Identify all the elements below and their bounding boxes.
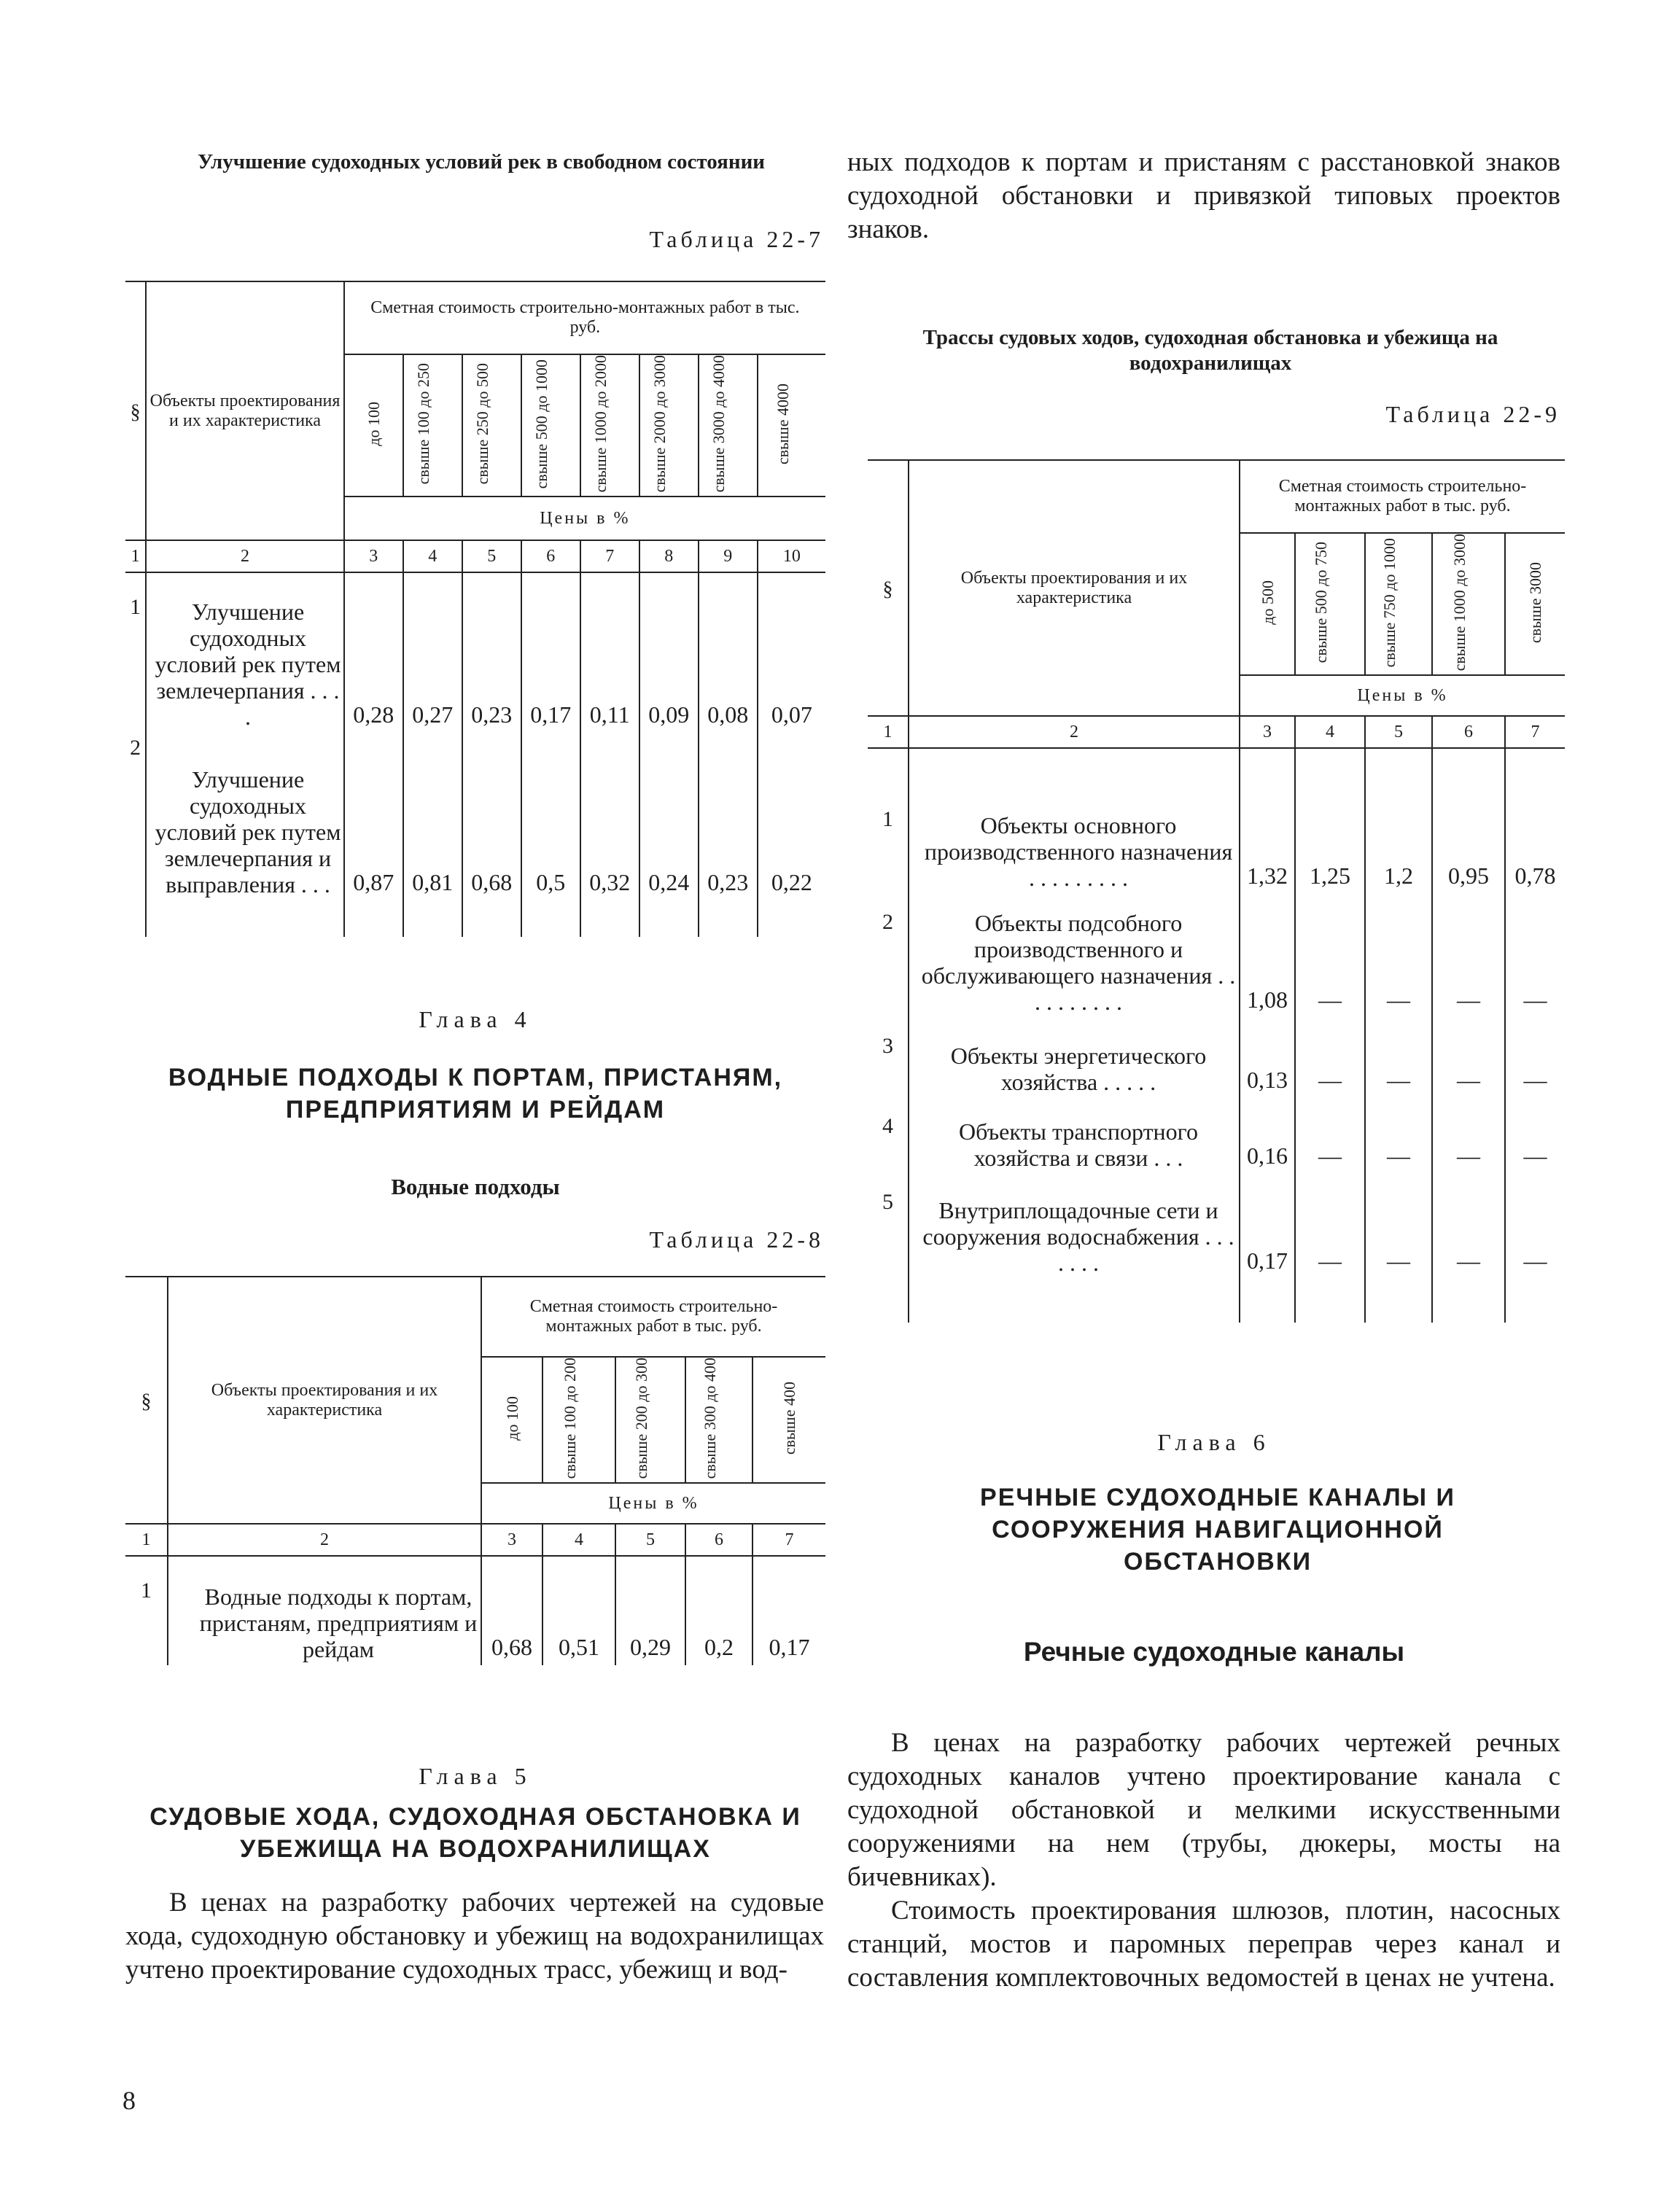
table-22-7 — [125, 281, 825, 937]
column-number: 5 — [615, 1524, 685, 1556]
object-header: Объекты проектирования и их характеристика — [168, 1277, 481, 1524]
cost-header: Сметная стоимость строительно-монтажных работ в тыс. руб. — [481, 1277, 825, 1357]
chapter-5-title: СУДОВЫЕ ХОДА, СУДОХОДНАЯ ОБСТАНОВКА И УБЕЖИЩА НА ВОДОХРАНИЛИЩАХ — [149, 1803, 801, 1863]
page-number: 8 — [122, 2086, 136, 2115]
range-header: свыше 500 до 750 — [1295, 533, 1365, 675]
table-22-7-number: Таблица 22-7 — [649, 226, 824, 252]
range-header: свыше 100 до 200 — [542, 1357, 615, 1483]
cost-header: Сметная стоимость строительно-монтажных работ в тыс. руб. — [344, 281, 825, 354]
column-number: 10 — [758, 540, 825, 572]
column-number: 9 — [699, 540, 758, 572]
chapter-6-label: Глава 6 — [1157, 1429, 1271, 1455]
table-row: 1 Объекты основного производственного назначения . . . . . . . . . 1,32 1,25 1,2 0,95 0,78 — [868, 748, 1565, 894]
table-row: 1 Водные подходы к портам, пристаням, предприятиям и рейдам 0,68 0,51 0,29 0,2 0,17 — [125, 1556, 825, 1665]
chapter-5-label: Глава 5 — [419, 1763, 532, 1789]
price-header: Цены в % — [344, 497, 825, 540]
range-header: до 500 — [1240, 533, 1295, 675]
table-22-8 — [125, 1276, 825, 1665]
range-header: свыше 1000 до 2000 — [580, 354, 639, 497]
chapter-4-subtitle: Водные подходы — [391, 1174, 560, 1199]
column-number: 5 — [462, 540, 521, 572]
range-header: свыше 3000 до 4000 — [699, 354, 758, 497]
continuation-paragraph: ных подходов к портам и пристаням с расстановкой знаков судоходной обстановки и привязкой типовых проектов знаков. — [847, 147, 1560, 244]
cost-header: Сметная стоимость строительно-монтажных работ в тыс. руб. — [1240, 460, 1565, 533]
section-header: § — [868, 460, 909, 716]
range-header: до 100 — [481, 1357, 542, 1483]
range-header: свыше 250 до 500 — [462, 354, 521, 497]
section-header: § — [125, 281, 146, 540]
table-row: 4 Объекты транспортного хозяйства и связи . . . 0,16 — — — — — [868, 1098, 1565, 1174]
section-header: § — [125, 1277, 168, 1524]
chapter-4-label: Глава 4 — [419, 1006, 532, 1032]
column-number: 5 — [1365, 716, 1432, 748]
range-header: свыше 4000 — [758, 354, 825, 497]
column-number: 7 — [1505, 716, 1565, 748]
table-row: 3 Объекты энергетического хозяйства . . . . . 0,13 — — — — — [868, 1018, 1565, 1098]
table-row: 5 Внутриплощадочные сети и сооружения водоснабжения . . . . . . . 0,17 — — — — — [868, 1174, 1565, 1279]
object-header: Объекты проектирования и их характеристика — [146, 281, 343, 540]
range-header: свыше 1000 до 3000 — [1432, 533, 1505, 675]
column-number: 7 — [752, 1524, 825, 1556]
column-number: 6 — [685, 1524, 752, 1556]
column-number: 2 — [146, 540, 343, 572]
column-number: 3 — [1240, 716, 1295, 748]
chapter-6-paragraph-1: В ценах на разработку рабочих чертежей речных судоходных каналов учтено проектирование канала с судоходной обстановкой и мелкими искусственными сооружениями на нем (трубы, дюкеры, мосты на бичевниках). — [847, 1728, 1560, 1892]
column-number: 1 — [125, 1524, 168, 1556]
range-header: свыше 300 до 400 — [685, 1357, 752, 1483]
table-row: 2 Объекты подсобного производственного и обслуживающего назначения . . . . . . . . . . 1,08 — — — — — [868, 894, 1565, 1018]
table-row: 1 Улучшение судоходных условий рек путем землечерпания . . . . 0,28 0,27 0,23 0,17 0,11 0,09 0,08 0,07 — [125, 572, 825, 733]
column-number: 3 — [344, 540, 403, 572]
chapter-6-title: РЕЧНЫЕ СУДОХОДНЫЕ КАНАЛЫ И СООРУЖЕНИЯ НАВИГАЦИОННОЙ ОБСТАНОВКИ — [980, 1484, 1455, 1576]
range-header: до 100 — [344, 354, 403, 497]
column-number: 8 — [639, 540, 699, 572]
table-22-9-caption: Трассы судовых ходов, судоходная обстановка и убежища на водохранилищах — [922, 326, 1498, 375]
table-row: 2 Улучшение судоходных условий рек путем землечерпания и выправления . . . 0,87 0,81 0,68 0,5 0,32 0,24 0,23 0,22 — [125, 733, 825, 900]
column-number: 1 — [125, 540, 146, 572]
chapter-5-paragraph: В ценах на разработку рабочих чертежей на судовые хода, судоходную обстановку и убежищ на водохранилищах учтено проектирование судоходных трасс, убежищ и вод- — [125, 1888, 824, 1985]
column-number: 4 — [542, 1524, 615, 1556]
range-header: свыше 200 до 300 — [615, 1357, 685, 1483]
table-22-7-caption: Улучшение судоходных условий рек в свободном состоянии — [197, 150, 765, 174]
column-number: 6 — [521, 540, 580, 572]
column-number: 1 — [868, 716, 909, 748]
range-header: свыше 750 до 1000 — [1365, 533, 1432, 675]
range-header: свыше 3000 — [1505, 533, 1565, 675]
chapter-6-paragraphs — [847, 1726, 1560, 1995]
chapter-6-paragraph-2: Стоимость проектирования шлюзов, плотин, насосных станций, мостов и паромных переправ через канал и составления комплектовочных ведомостей в ценах не учтена. — [847, 1896, 1560, 1993]
price-header: Цены в % — [481, 1483, 825, 1524]
range-header: свыше 100 до 250 — [403, 354, 462, 497]
column-number: 2 — [168, 1524, 481, 1556]
table-22-8-number: Таблица 22-8 — [649, 1226, 824, 1253]
column-number: 4 — [1295, 716, 1365, 748]
column-number: 2 — [909, 716, 1240, 748]
chapter-6-subtitle: Речные судоходные каналы — [1023, 1637, 1405, 1667]
range-header: свыше 500 до 1000 — [521, 354, 580, 497]
range-header: свыше 2000 до 3000 — [639, 354, 699, 497]
range-header: свыше 400 — [752, 1357, 825, 1483]
price-header: Цены в % — [1240, 675, 1565, 716]
object-header: Объекты проектирования и их характеристика — [909, 460, 1240, 716]
column-number: 6 — [1432, 716, 1505, 748]
table-22-9 — [868, 459, 1565, 1323]
chapter-4-title: ВОДНЫЕ ПОДХОДЫ К ПОРТАМ, ПРИСТАНЯМ, ПРЕДПРИЯТИЯМ И РЕЙДАМ — [168, 1064, 783, 1124]
column-number: 4 — [403, 540, 462, 572]
column-number: 7 — [580, 540, 639, 572]
table-22-9-number: Таблица 22-9 — [1385, 401, 1560, 427]
column-number: 3 — [481, 1524, 542, 1556]
